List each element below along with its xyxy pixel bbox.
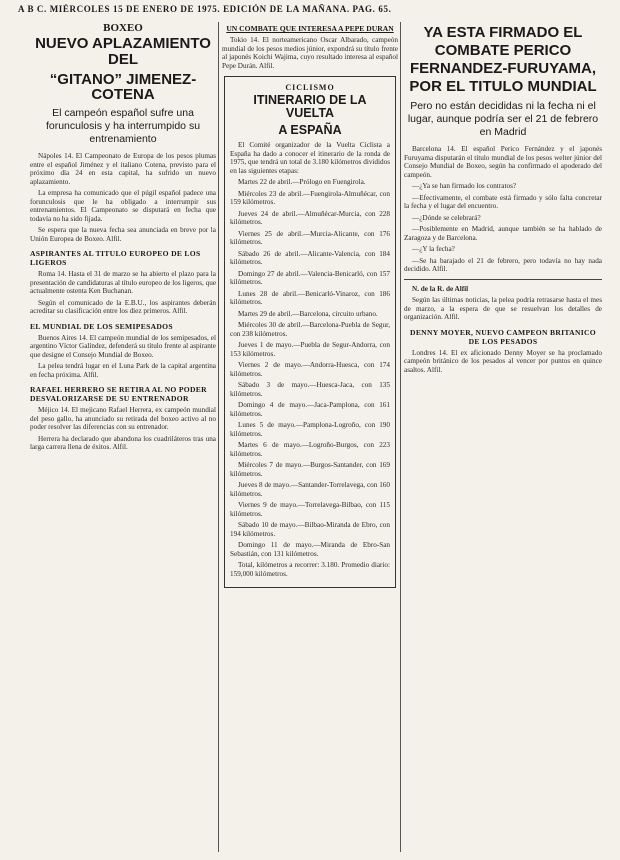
paragraph: —¿Y la fecha? [412, 245, 455, 254]
paragraph: —Efectivamente, el combate está firmado y sólo falta concretar la fecha y el lugar del encuentro. [404, 193, 602, 211]
stage-item: Sábado 26 de abril.—Alicante-Valencia, con 184 kilómetros. [230, 249, 390, 267]
stage-item: Martes 29 de abril.—Barcelona, circuito urbano. [238, 309, 378, 318]
stage-item: Jueves 24 de abril.—Almuñécar-Murcia, con 228 kilómetros. [230, 209, 390, 227]
paragraph: Roma 14. Hasta el 31 de marzo se ha abierto el plazo para la presentación de candidaturas al título europeo de los ligeros, que actualmente ostenta Ken Buchanan. [30, 270, 216, 296]
column-title-fight [404, 22, 602, 852]
stage-item: Jueves 1 de mayo.—Puebla de Segur-Andorra, con 153 kilómetros. [230, 341, 390, 358]
stage-item: Martes 22 de abril.—Prólogo en Fuengirola. [238, 178, 366, 187]
column-cycling [222, 22, 398, 852]
paragraph: —Posiblemente en Madrid, aunque también se ha hablado de Zaragoza y de Barcelona. [404, 225, 602, 242]
stage-item: Viernes 2 de mayo.—Andorra-Huesca, con 174 kilómetros. [230, 361, 390, 378]
article-heading: EL MUNDIAL DE LOS SEMIPESADOS [30, 321, 173, 331]
stage-item: Sábado 3 de mayo.—Huesca-Jaca, con 135 kilómetros. [230, 381, 390, 398]
headline: YA ESTA FIRMADO EL COMBATE PERICO FERNANDEZ-FURUYAMA, POR EL TITULO MUNDIAL [409, 24, 597, 95]
stage-item: Lunes 28 de abril.—Benicarló-Vinaroz, con 186 kilómetros. [230, 289, 390, 307]
paragraph: La empresa ha comunicado que el púgil español padece una forunculosis que le ha obligado a interrumpir sus entrenamientos. El Campeonato se disputará en fecha que todavía no ha sido fijada. [30, 189, 216, 223]
stage-item: Total, kilómetros a recorrer: 3.180. Promedio diario: 159,000 kilómetros. [230, 561, 390, 578]
section-kicker: CICLISMO [285, 83, 335, 92]
stage-item: Miércoles 30 de abril.—Barcelona-Puebla de Segur, con 238 kilómetros. [230, 321, 390, 338]
stage-item: Domingo 11 de mayo.—Miranda de Ebro-San Sebastián, con 131 kilómetros. [230, 541, 390, 558]
paragraph: Londres 14. El ex aficionado Denny Moyer se ha proclamado campeón británico de los pesados al vencer por puntos en quince asaltos. Alfil. [404, 348, 602, 374]
paragraph: Según el comunicado de la E.B.U., los aspirantes deberán acreditar su clasificación entre los diez primeros. Alfil. [30, 298, 216, 316]
subheadline: Pero no están decididas ni la fecha ni el lugar, aunque podría ser el 21 de febrero en Madrid [407, 100, 599, 139]
headline-line-2: “GITANO” JIMENEZ-COTENA [49, 70, 197, 104]
stage-item: Domingo 27 de abril.—Valencia-Benicarló, con 157 kilómetros. [230, 269, 390, 287]
paragraph: La pelea tendrá lugar en el Luna Park de la capital argentina en fecha próxima. Alfil. [30, 362, 216, 379]
article-heading: DENNY MOYER, NUEVO CAMPEON BRITANICO DE LOS PESADOS [410, 327, 596, 346]
paragraph: Barcelona 14. El español Perico Fernández y el japonés Furuyama disputarán el título mundial de los pesos welter júnior del Consejo Mundial de Boxeo, según ha confirmado el apoderado del campeón. [404, 145, 602, 179]
headline-line-2: A ESPAÑA [278, 123, 342, 138]
headline-line-1: ITINERARIO DE LA VUELTA [253, 93, 367, 121]
article-heading: ASPIRANTES AL TITULO EUROPEO DE LOS LIGEROS [30, 249, 201, 268]
paragraph: —Se ha barajado el 21 de febrero, pero todavía no hay nada decidido. Alfil. [404, 256, 602, 274]
paragraph: —¿Ya se han firmado los contratos? [412, 182, 517, 191]
column-rule [218, 22, 219, 852]
stage-item: Martes 6 de mayo.—Logroño-Burgos, con 223 kilómetros. [230, 441, 390, 458]
article-heading: UN COMBATE QUE INTERESA A PEPE DURAN [226, 24, 394, 33]
stage-item: Miércoles 23 de abril.—Fuengirola-Almuñécar, con 159 kilómetros. [230, 189, 390, 207]
section-kicker: BOXEO [103, 22, 143, 34]
paragraph: Se espera que la nueva fecha sea anunciada en breve por la Unión Europea de Boxeo. Alfil. [30, 226, 216, 243]
stage-item: Viernes 25 de abril.—Murcia-Alicante, con 176 kilómetros. [230, 229, 390, 247]
note-heading: N. de la R. de Alfil [412, 284, 469, 293]
article-heading: RAFAEL HERRERO SE RETIRA AL NO PODER DESVALORIZARSE DE SU ENTRENADOR [30, 385, 207, 404]
paragraph: —¿Dónde se celebrará? [412, 213, 481, 222]
subheadline: El campeón español sufre una forunculosis y ha interrumpido su entrenamiento [45, 107, 201, 146]
stage-item: Domingo 4 de mayo.—Jaca-Pamplona, con 161 kilómetros. [230, 401, 390, 418]
headline-line-1: NUEVO APLAZAMIENTO DEL [35, 35, 211, 68]
page-header: A B C. MIÉRCOLES 15 DE ENERO DE 1975. EDICIÓN DE LA MAÑANA. PAG. 65. [18, 4, 392, 14]
paragraph: Tokio 14. El norteamericano Oscar Albarado, campeón mundial de los pesos medios júnior, expondrá su título frente al japonés Koichi Wajima, cuyo resultado interesa al español Pepe Durán. Alfil. [222, 36, 398, 70]
stage-item: Miércoles 7 de mayo.—Burgos-Santander, con 169 kilómetros. [230, 461, 390, 478]
stage-item: El Comité organizador de la Vuelta Ciclista a España ha dado a conocer el itinerario de la ronda de 1975, que tendrá un total de 3.180 kilómetros divididos en las siguientes etapas: [230, 141, 390, 175]
paragraph: Según las últimas noticias, la pelea podría retrasarse hasta el mes de marzo, a la espera de que se resuelvan los detalles de organización. Alfil. [404, 296, 602, 322]
paragraph: Nápoles 14. El Campeonato de Europa de los pesos plumas entre el español Jiménez y el italiano Cotena, previsto para el próximo día 24 en esta capital, ha sufrido un nuevo aplazamiento. [30, 152, 216, 186]
stage-item: Viernes 9 de mayo.—Torrelavega-Bilbao, con 115 kilómetros. [230, 501, 390, 518]
paragraph: Méjico 14. El mejicano Rafael Herrera, ex campeón mundial del peso gallo, ha anunciado su retirada del boxeo activo al no poder resolver las diferencias con su entrenador. [30, 406, 216, 432]
stage-item: Jueves 8 de mayo.—Santander-Torrelavega, con 160 kilómetros. [230, 481, 390, 498]
divider [404, 279, 602, 280]
paragraph: Buenos Aires 14. El campeón mundial de los semipesados, el argentino Víctor Galíndez, defenderá su título frente al aspirante que designe el Consejo Mundial de Boxeo. [30, 333, 216, 359]
paragraph: Herrera ha declarado que abandona los cuadriláteros tras una larga carrera llena de éxitos. Alfil. [30, 434, 216, 452]
stage-item: Sábado 10 de mayo.—Bilbao-Miranda de Ebro, con 194 kilómetros. [230, 521, 390, 538]
interview-text [404, 145, 602, 274]
cycling-box [224, 76, 396, 588]
stage-item: Lunes 5 de mayo.—Pamplona-Logroño, con 190 kilómetros. [230, 421, 390, 438]
stage-list [230, 141, 390, 578]
column-rule [400, 22, 401, 852]
column-boxing [30, 22, 216, 852]
